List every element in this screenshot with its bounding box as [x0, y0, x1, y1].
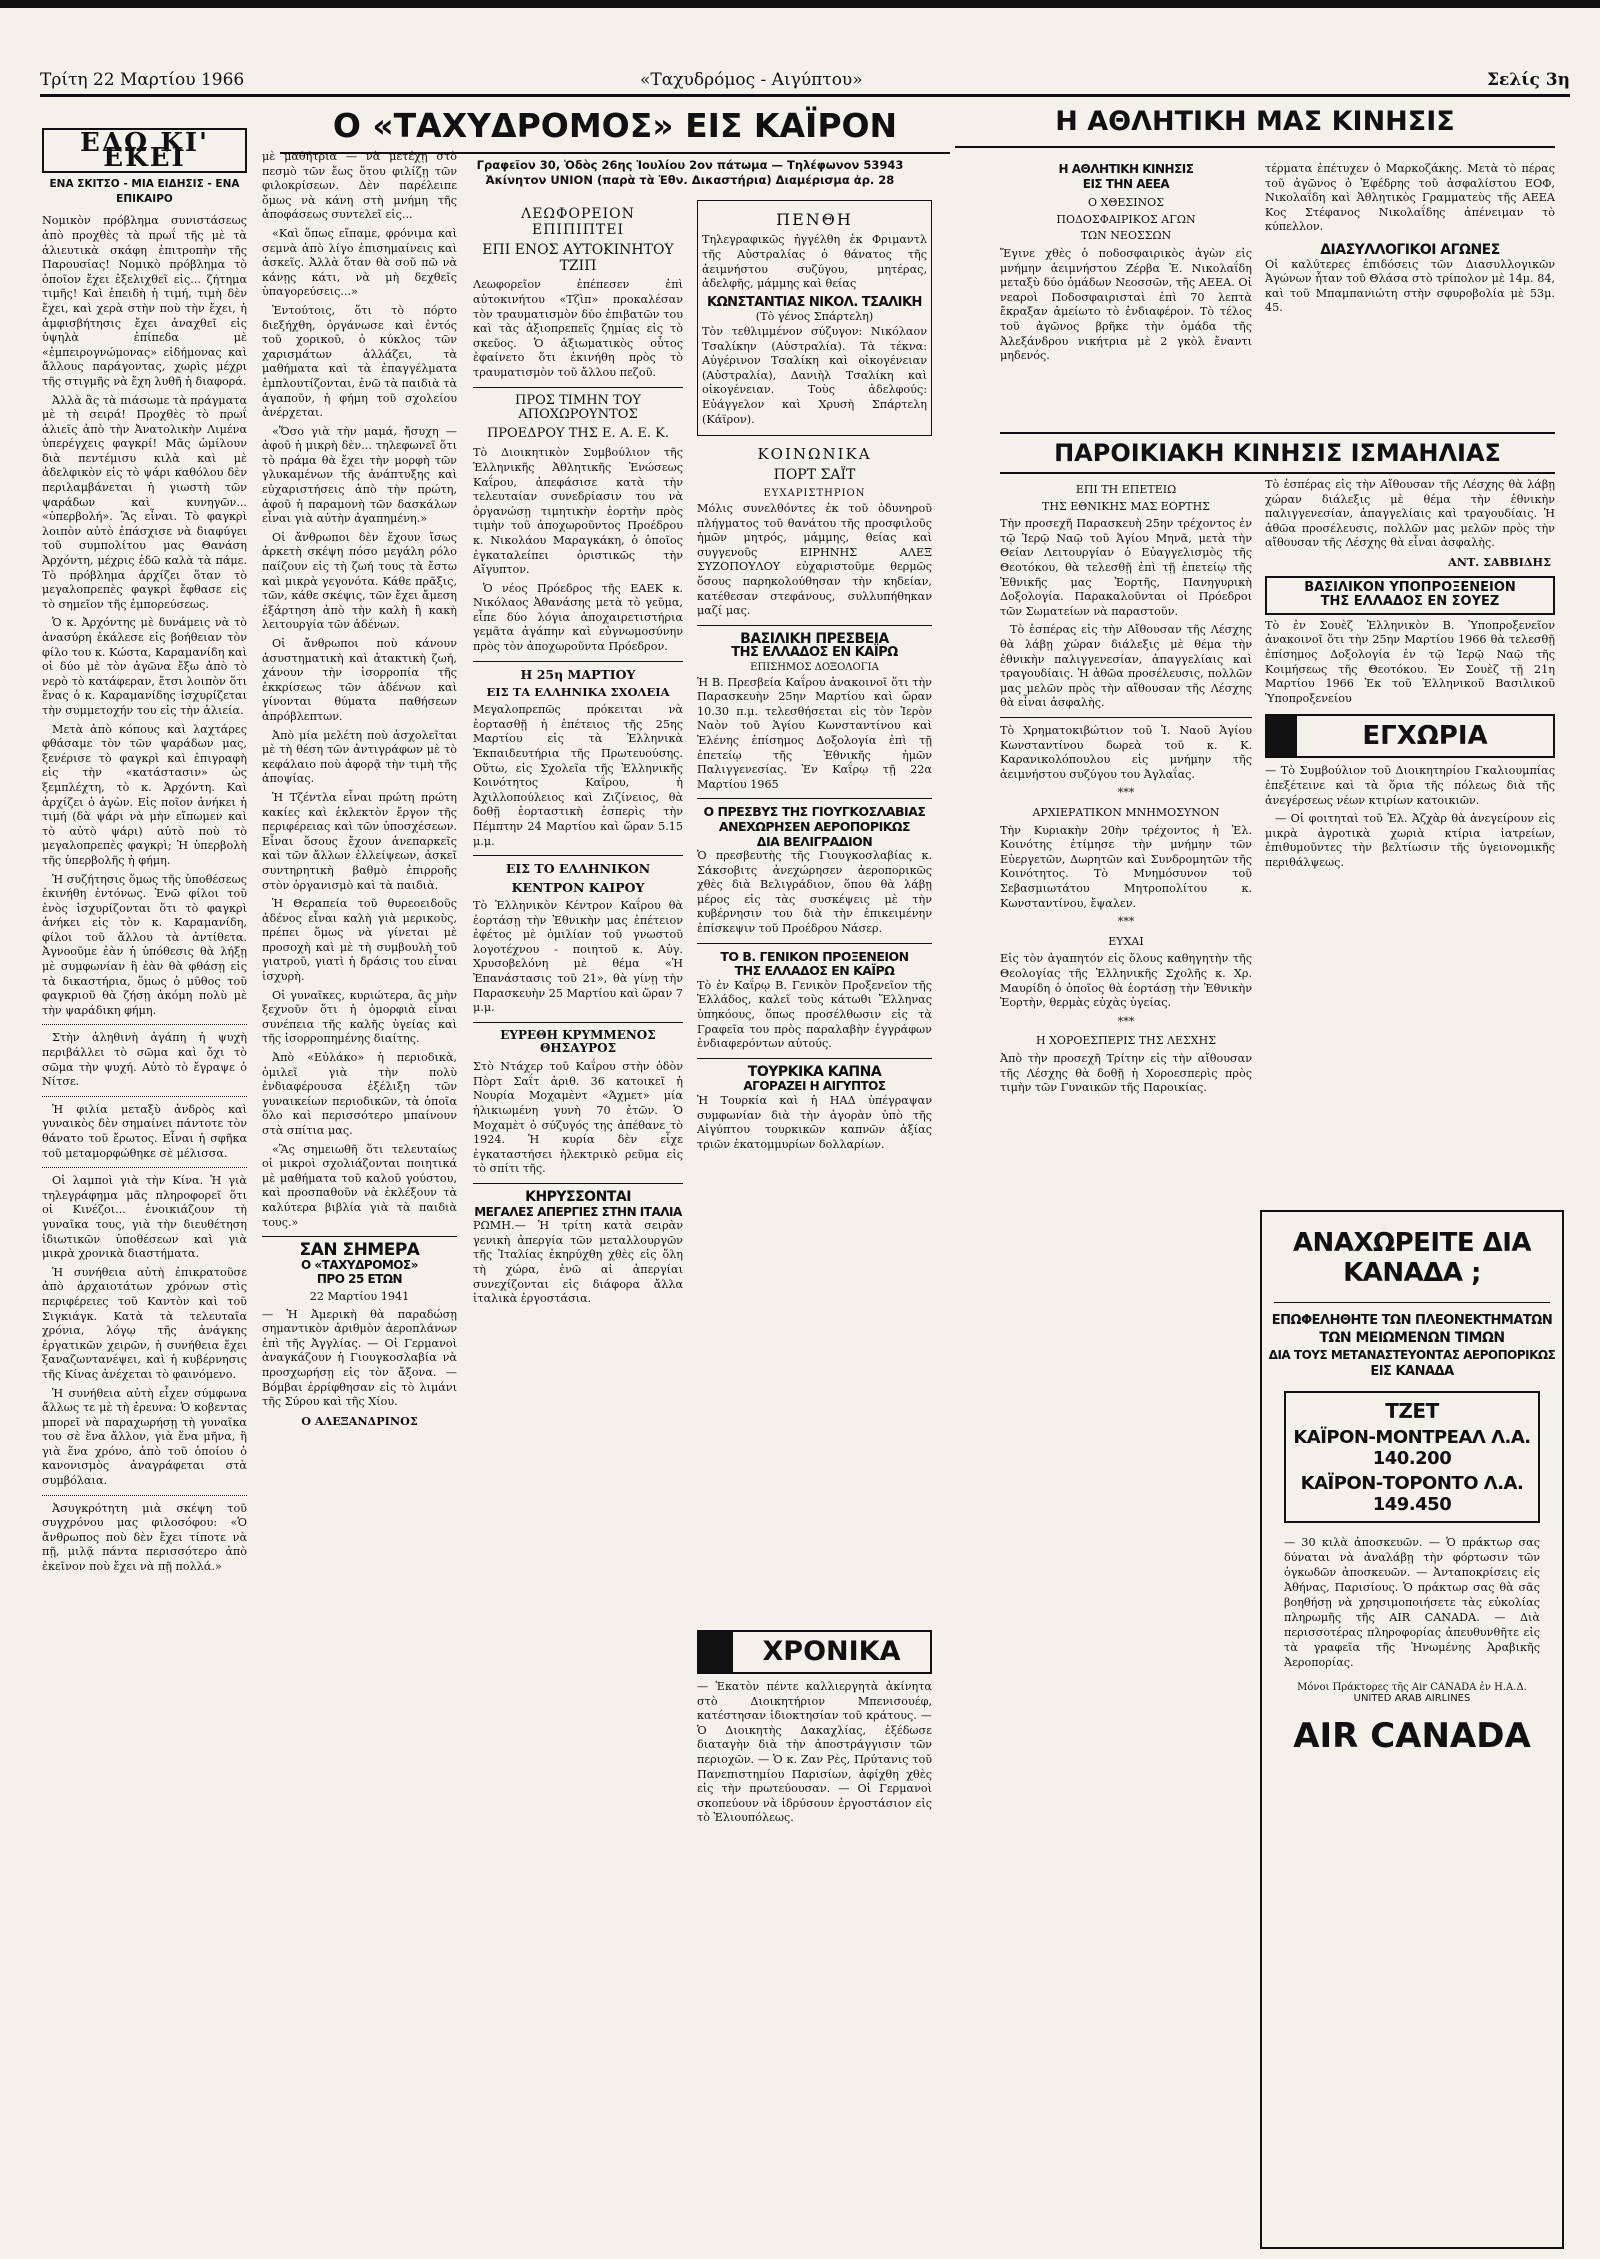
top-border: [0, 0, 1600, 8]
sports-subhead: ΤΩΝ ΝΕΟΣΣΩΝ: [1080, 229, 1172, 243]
thesauros-text: Στὸ Ντάχερ τοῦ Καΐρου στὴν ὁδὸν Πὸρτ Σαΐτ ἀριθ. 36 κατοικεῖ ἡ Νουρία Μοχαμὲντ «Άχμετ» μία ἡλικιωμένη γυνὴ 70 ἐτῶν. Ὁ Μοχαμὲτ ὁ σύζυγός της ἀπέθανε τὸ 1924. Ἡ κυρία δὲν εἶχε ἐγκαταστήσει ἡλεκτρικὸ ρεῦμα εἰς τὸ σπίτι τῆς.: [473, 1060, 683, 1176]
masthead-office: [430, 158, 950, 188]
article-paragraph: «Ὅσο γιὰ τὴν μαμά, ἤσυχη — ἀφοῦ ἡ μικρὴ δὲν... τηλεφωνεῖ ὅτι τὸ πράμα θὰ ἔχει τὴν μορφὴ τῶν γλυκαμένων τῆς ἀνάπτυξης καὶ εὐχαριστήσεις ἀπὸ τὴν πρώτη, ἀφοῦ ἡ παραμονὴ τῶν δασκάλων εἶναι γιὰ αὐτὴν ἀγαπημένη.»: [262, 424, 457, 526]
mnimosynon-text: Τὴν Κυριακὴν 20ὴν τρέχοντος ἡ Ἐλ. Κοινότης ἐτίμησε τὴν μνήμην τῶν Εὐεργετῶν, Δωρητῶν καὶ Συνδρομητῶν τῆς Κοινότητος. Τὸ Μνημόσυνον τοῦ Σεβασμιωτάτου Μητροπολίτου κ. Κωνσταντίνου, ἔψαλεν.: [1000, 823, 1252, 910]
eyxai-text: Εἰς τὸν ἀγαπητόν εἰς ὅλους καθηγητὴν τῆς Θεολογίας τῆς Ἑλληνικῆς Σχολῆς κ. Χρ. Μαυρίδη ὁ ὁποῖος θὰ ἑορτάσῃ τὴν Ἐθνικὴν Ἑορτὴν, θερμὰς εὐχὰς ὑγείας.: [1000, 952, 1252, 1010]
divider: [473, 1183, 683, 1184]
article-paragraph: Ἡ Τζέντλα εἶναι πρώτη πρώτη κακίες καὶ ἐκλεκτὸν ἔργον τῆς περιφέρειας καὶ τῶν ὑποσχέσεων. Εἶναι ὅσους ἔχουν ἀνεπαρκεῖς καὶ τῶν ἄλλων ἐλλείψεων, ἀσκεῖ συντηρητικὴ βαθμὸ ἐπιρροῆς στὸν ὀργανισμὸ καὶ τὰ παιδιὰ.: [262, 790, 457, 892]
penthi-text: Τὸν τεθλιμμένον σύζυγον: Νικόλαον Τσαλίκην (Αὐστραλία). Τὰ τέκνα: Αὐγέρινον Τσαλίκη καὶ οἰκογένειαν (Αὐστραλία), Δανιὴλ Τσαλίκη καὶ οἰκογένειαν. Τοὺς ἀδελφούς: Εὐάγγελον καὶ Χρυσὴ Σπάρτελη (Κάϊρον).: [702, 324, 927, 426]
kentron-text: Τὸ Ἑλληνικὸν Κέντρον Καΐρου θὰ ἑορτάσῃ τὴν Ἐθνικὴν μας ἐπέτειον ἐφέτος μὲ ὁμιλίαν τοῦ γνωστοῦ λογοτέχνου - ποιητοῦ κ. Αὐγ. Χρυσοβελόνη μὲ θέμα «Ἡ Ἐπανάστασις τοῦ 21», θὰ γίνῃ τὴν Παρασκευὴν 25 Μαρτίου καὶ ὥραν 7 μ.μ.: [473, 898, 683, 1015]
air-canada-logo: AIR CANADA: [1293, 1716, 1531, 1756]
xronika-label: ΧΡΟΝΙΚΑ: [762, 1635, 901, 1667]
edo-paragraph: Ἡ συζήτησις ὅμως τῆς ὑποθέσεως ἐκινήθη ἐντόνως. Ἐνῶ φίλοι τοῦ ἑνὸς ἰσχυρίζονται ὅτι τὸ φαγκρὶ ἀνήκει εἰς τὸν κ. Καραμανίδη, φίλοι τοῦ ἄλλου τὰ ἀντίθετα. Ἀγνοοῦμε ἐὰν ἡ ὑπόθεσις θὰ λήξῃ μὲ συμφωνίαν ἢ ἐὰν θὰ φθάσῃ εἰς τὰ δικαστήρια, ὅμως ὁ μῦθος τοῦ φαγκριοῦ θὰ ζήσῃ ἀκόμη πολὺ μὲ τὴν ψαράδικη φήμη.: [42, 872, 247, 1017]
column-news: [473, 200, 683, 2240]
penthi-name: ΚΩΝΣΤΑΝΤΙΑΣ ΝΙΚΟΛ. ΤΣΑΛΙΚΗ: [707, 294, 922, 310]
italy-title: ΜΕΓΑΛΕΣ ΑΠΕΡΓΙΕΣ ΣΤΗΝ ΙΤΑΛΙΑ: [474, 1204, 682, 1219]
article-paragraph: Ἐντούτοις, ὅτι τὸ πόρτο διεξήχθη, ὀργάνωσε καὶ ἐντός τοῦ χορικοῦ, ὁ κύκλος τῶν χαρισμάτων ἀλλάζει, τὰ μαθήματα καὶ τὰ ἐπαγγέλματα ἐμπλουτίζονται, ἐνῶ τὰ παιδιὰ τὰ ἀγαποῦν, ἡ φήμη τοῦ σχολείου ἀνέρχεται.: [262, 303, 457, 420]
sports-subhead: ΕΙΣ ΤΗΝ ΑΕΕΑ: [1082, 176, 1170, 191]
article-paragraph: μὲ μαθήτρια — νὰ μετέχῃ στὸ πεσμὸ τῶν ἔως ὅτου φιλίζῃ τῶν φιλοκρίσεων. Δὲν παρέλειπε ὅμως νὰ κάνη στὴ μνήμη τῆς ἀποφάσεως συντελεῖ εἰς...: [262, 150, 457, 222]
yugo-title: ΔΙΑ ΒΕΛΙΓΡΑΔΙΟΝ: [756, 833, 873, 849]
divider: [473, 855, 683, 856]
proedrou-text: Τὸ Διοικητικὸν Συμβούλιον τῆς Ἑλληνικῆς Ἀθλητικῆς Ἑνώσεως Καΐρου, ἀπεφάσισε κατὰ τὴν τελευταίαν συνεδρίασιν του νὰ ὀργανώσῃ τιμητικὴν ἑορτὴν πρὸς τιμὴν τοῦ ἀποχωροῦντος Προέδρου κ. Νικολάου Μαραγκάκη, ὁ ὁποῖος ἐγκαταλείπει ὁριστικῶς τὴν Αἴγυπτον.: [473, 446, 683, 577]
presveia-text: Ἡ Β. Πρεσβεία Καΐρου ἀνακοινοῖ ὅτι τὴν Παρασκευὴν 25ην Μαρτίου καὶ ὥραν 10.30 π.μ. τελεσθήσεται εἰς τὸν Ἱερὸν Ναὸν τοῦ Ἁγίου Κωνσταντίνου καὶ Ἑλένης ἐπίσημος Δοξολογία ἐπὶ τῇ ἐπετείῳ τῆς Ἐθνικῆς ἡμῶν Παλιγγενεσίας. Ἐν Καΐρῳ τῇ 22α Μαρτίου 1965: [697, 675, 932, 791]
kentron-title: ΚΕΝΤΡΟΝ ΚΑΙΡΟΥ: [511, 879, 645, 895]
koinonika-label: ΕΥΧΑΡΙΣΤΗΡΙΟΝ: [763, 488, 866, 500]
separator-stars: ***: [1117, 1014, 1135, 1028]
thesauros-title: ΕΥΡΕΘΗ ΚΡΥΜΜΕΝΟΣ ΘΗΣΑΥΡΟΣ: [500, 1027, 656, 1056]
article-paragraph: Οἱ γυναῖκες, κυριώτερα, ἂς μὴν ξεχνοῦν ὅτι ἡ ὀμορφιὰ εἶναι συνέπεια τῆς καλῆς ὑγείας καὶ τῆς ἰσορροπημένης διαίτης.: [262, 988, 457, 1046]
tobacco-title: ΑΓΟΡΑΖΕΙ Η ΑΙΓΥΠΤΟΣ: [743, 1079, 886, 1094]
article-paragraph: Ἀπὸ «Εὐλάκο» ἡ περιοδικὰ, ὁμιλεῖ γιὰ τὴν πολὺ ἐνδιαφέρουσα ἐξέλιξη τῶν γυναικείων περιοδικῶν, τὰ ὁποῖα ὅλο καὶ περισσότερο μπαίνουν στὰ σπίτια μας.: [262, 1051, 457, 1137]
souez-title-line: ΒΑΣΙΛΙΚΟΝ ΥΠΟΠΡΟΞΕΝΕΙΟΝ: [1304, 579, 1516, 595]
kentron-title: ΕΙΣ ΤΟ ΕΛΛΗΝΙΚΟΝ: [505, 861, 651, 877]
notice-text: Τὸ Χρηματοκιβώτιον τοῦ Ἱ. Ναοῦ Ἁγίου Κωνσταντίνου δωρεὰ τοῦ κ. Κ. Καρανικολόπουλου εἰς μνήμην τῆς ἀειμνήστου συζύγου του Ἀγλαΐας.: [1000, 724, 1252, 781]
office-building: Ἀκίνητον UNION (παρὰ τὰ Ἐθν. Δικαστήρια) Διαμέρισμα ἀρ. 28: [485, 173, 895, 187]
column-social: [697, 200, 932, 1620]
separator-stars: ***: [1117, 786, 1135, 800]
divider: [697, 798, 932, 799]
san-simera-title: ΣΑΝ ΣΗΜΕΡΑ: [299, 1240, 420, 1261]
leoforeion-title: ΕΠΙ ΕΝΟΣ ΑΥΤΟΚΙΝΗΤΟΥ ΤΖΙΠ: [482, 242, 674, 275]
ismailia-text: Τὴν προσεχῆ Παρασκευὴ 25ην τρέχοντος ἐν τῷ Ἱερῷ Ναῷ τοῦ Ἁγίου Μηνᾶ, μετὰ τὴν Θείαν Λειτουργίαν ὁ Εὐαγγελισμὸς τῆς Θεοτόκου, θὰ τελεσθῇ ἐπὶ τῇ ἐπετείῳ τῆς Ἐθνικῆς μας Ἑορτῆς, Πανηγυρικὴ Δοξολογία. Παρακαλοῦνται οἱ Πρόεδροι τῶν Σωματείων νὰ παραστοῦν.: [1000, 517, 1252, 618]
xoroesperis-title: Η ΧΟΡΟΕΣΠΕΡΙΣ ΤΗΣ ΛΕΣΧΗΣ: [1036, 1034, 1216, 1048]
ad-headline: ΑΝΑΧΩΡΕΙΤΕ ΔΙΑ ΚΑΝΑΔΑ ;: [1292, 1228, 1532, 1288]
ad-rule: [1274, 1302, 1550, 1303]
divider: [473, 1022, 683, 1023]
divider: [473, 661, 683, 662]
penthi-text: Τηλεγραφικῶς ἠγγέλθη ἐκ Φριμαντλ τῆς Αὐστραλίας ὁ θάνατος τῆς ἀειμνήστου συζύγου, μητέρας, ἀδελφῆς, μάμμης καὶ θείας: [702, 233, 927, 291]
egxoria-text: — Τὸ Συμβούλιον τοῦ Διοικητηρίου Γκαλιουμπίας ἐπεξέτεινε καὶ τὰ ὅρια τῆς πόλεως διὰ τῆς ἀνεγέρσεως νέων κτιρίων κατοικιῶν.: [1265, 764, 1555, 807]
sports-text: τέρματα ἐπέτυχεν ὁ Μαρκοζάκης. Μετὰ τὸ πέρας τοῦ ἀγῶνος ὁ Ἐφέδρης τοῦ ἀσφαλίστου ΕΟΦ, Νικολαΐδη καὶ Ἀθλητικὸς Γραμματεὺς τῆς ΑΕΕΑ Κος Στέφανος Νικολαΐδης ἀπένειμαν τὸ κύπελλον.: [1265, 162, 1555, 234]
col5-notices: [1000, 724, 1252, 1100]
edo-paragraph: Ἡ συνήθεια αὐτὴ ἐπικρατοῦσε ἀπὸ ἀρχαιοτάτων χρόνων στὶς περιφέρειες τοῦ Καντὸν καὶ τοῦ Σιγκιάγκ. Κατὰ τὰ τελευταῖα χρόνια, λόγῳ τῆς ἀνάγκης ἐργατικῶν χειρῶν, ἡ συνήθεια ἔχει ξαναζωντανέψει, καὶ ἡ κυβέρνησις τῆς Κίνας ἀνέχεται τὸ φαινόμενο.: [42, 1265, 247, 1381]
souez-title-line: ΤΗΣ ΕΛΛΑΔΟΣ ΕΝ ΣΟΥΕΖ: [1320, 594, 1500, 610]
diasyllogikoi-text: Οἱ καλύτερες ἐπιδόσεις τῶν Διασυλλογικῶν Ἀγώνων ἦταν τοῦ Θλάσα στὸ τρίπολον μὲ 14μ. 84, καὶ τοῦ Μπαμπανιώτη στὴν σφυροβολία μὲ 53μ. 45.: [1265, 257, 1555, 315]
san-simera-text: — Ἡ Ἀμερικὴ θὰ παραδώσῃ σημαντικὸν ἀριθμὸν ἀεροπλάνων ἐπὶ τῆς Ἀγγλίας. — Οἱ Γερμανοὶ ἀναγκάζουν ἡ Γιουγκοσλαβία νὰ προσχωρήσῃ εἰς τὸν ἄξονα. — Βόμβαι ἐρρίφθησαν εἰς τὸ λιμάνι τῆς Σύρου καὶ τῆς Χίου.: [262, 1307, 457, 1409]
proedrou-title: ΠΡΟΕΔΡΟΥ ΤΗΣ Ε. Α. Ε. Κ.: [486, 426, 670, 442]
proedrou-text: Ὁ νέος Πρόεδρος τῆς ΕΑΕΚ κ. Νικόλαος Ἀθανάσης μετὰ τὸ γεῦμα, εἶπε δύο λόγια ἀποχαιρετιστήρια γεμᾶτα ἀγάπην καὶ εὐγνωμοσύνην πρὸς τὸν ἀποχωροῦντα Πρόεδρον.: [473, 581, 683, 654]
ad-agent: UNITED ARAB AIRLINES: [1353, 1693, 1471, 1704]
san-simera-sub: Ο «ΤΑΧΥΔΡΟΜΟΣ»: [301, 1257, 418, 1272]
penthi-box: [697, 200, 932, 436]
ismailia-text: Τὸ ἑσπέρας εἰς τὴν Αἴθουσαν τῆς Λέσχης θὰ λάβῃ χώραν διάλεξις μὲ θέμα τὴν ἐθνικὴν παλιγγενεσίαν, ἀπαγγελίαις καὶ τραγουδίαις. Ἡ ἀθῶα προσέλευσις, πολλῶν μας μελῶν πρὸς τὴν αἴθουσαν τῆς Λέσχης θὰ εἶναι ἀσφαλὴς.: [1265, 478, 1555, 550]
yugo-title: ΑΝΕΧΩΡΗΣΕΝ ΑΕΡΟΠΟΡΙΚΩΣ: [718, 818, 911, 834]
issue-date: Τρίτη 22 Μαρτίου 1966: [40, 70, 245, 90]
column-health: [262, 150, 457, 2240]
article-paragraph: Ἀπὸ μία μελέτη ποὺ ἀσχολεῖται μὲ τὴ θέση τῶν ἀντιγράφων μὲ τὸ κεφάλαιο ποὺ ἀφορᾷ τὴν τιμὴ τῆς ἀποψίας.: [262, 728, 457, 786]
masthead-title: Ο «ΤΑΧΥΔΡΟΜΟΣ» ΕΙΣ ΚΑΪΡΟΝ: [280, 106, 950, 154]
ismailia-subhead: ΕΠΙ ΤΗ ΕΠΕΤΕΙΩ: [1075, 483, 1177, 496]
ad-prices-box: [1284, 1391, 1540, 1523]
mnimosynon-title: ΑΡΧΙΕΡΑΤΙΚΟΝ ΜΝΗΜΟΣΥΝΟΝ: [1032, 805, 1220, 819]
koinonika-text: Μόλις συνελθόντες ἐκ τοῦ ὀδυνηροῦ πλήγματος τοῦ θανάτου τῆς προσφιλοῦς ἡμῶν μητρός, μάμμης, θείας καὶ συγγενοῦς ΕΙΡΗΝΗΣ ΑΛΕΞ ΣΥΖΟΠΟΥΛΟΥ εὐχαριστοῦμε θερμῶς ὅσους παρηκολούθησαν τὴν κηδείαν, κατέθεσαν στεφάνους, συλλυπήθηκαν μαζί μας.: [697, 502, 932, 618]
divider: [1000, 717, 1252, 718]
leoforeion-text: Λεωφορεῖον ἐπέπεσεν ἐπὶ αὐτοκινήτου «Τζὶπ» προκαλέσαν τὸν τραυματισμὸν δύο ἐπιβατῶν του καὶ τὰς ἀξιοπρεπεῖς ζημίας εἰς τὸ σκεῦος. Ὁ ἀξιωματικὸς οὗτος ἐφαίνετο ὅτι ἐκινήθη πρὸς τὸ τραυματισμὸν τοῦ ἄλλου πεζοῦ.: [473, 278, 683, 379]
proxeneio-title: ΤΗΣ ΕΛΛΑΔΟΣ ΕΝ ΚΑΪΡΩ: [734, 963, 895, 979]
koinonika-subtitle: ΠΟΡΤ ΣΑΪΤ: [773, 467, 856, 484]
edo-paragraph: Στὴν ἀληθινὴ ἀγάπη ἡ ψυχὴ περιβάλλει τὸ σῶμα καὶ ὄχι τὸ σῶμα τὴν ψυχή. Αὐτὸ τὸ ἔγραψε ὁ Νίτσε.: [42, 1031, 247, 1089]
ad-line: ΤΩΝ ΜΕΙΩΜΕΝΩΝ ΤΙΜΩΝ: [1319, 1330, 1505, 1346]
ad-line: ΕΠΩΦΕΛΗΘΗΤΕ ΤΩΝ ΠΛΕΟΝΕΚΤΗΜΑΤΩΝ: [1271, 1313, 1553, 1328]
egxoria-label: ΕΓΧΩΡΙΑ: [1362, 721, 1488, 752]
xronika-section: [697, 1630, 932, 2240]
italy-text: ΡΩΜΗ.— Ἡ τρίτη κατὰ σειρὰν γενικὴ ἀπεργία τῶν μεταλλουργῶν τῆς Ἰταλίας ἐκηρύχθη χθὲς εἰς ὅλη τὴ χώρα, ἐνῶ αἱ ἀπεργίαι συνεχίζονται εἰς διάφορα ἄλλα ἰταλικὰ ἐργοστάσια.: [473, 1219, 683, 1306]
divider: [42, 1024, 247, 1025]
koinonika-title: ΚΟΙΝΩΝΙΚΑ: [757, 445, 872, 464]
divider: [42, 1495, 247, 1496]
san-simera-sub: ΠΡΟ 25 ΕΤΩΝ: [316, 1272, 403, 1287]
divider: [697, 1058, 932, 1059]
ad-route-montreal: ΚΑΪΡΟΝ-ΜΟΝΤΡΕΑΛ Λ.Α. 140.200: [1293, 1427, 1531, 1469]
ismailia-left: [1000, 478, 1252, 1198]
march-title: Η 25η ΜΑΡΤΙΟΥ: [520, 666, 636, 682]
egxoria-e-block: [1267, 716, 1297, 756]
san-simera-date: 22 Μαρτίου 1941: [309, 1289, 410, 1303]
ismailia-subhead: ΤΗΣ ΕΘΝΙΚΗΣ ΜΑΣ ΕΟΡΤΗΣ: [1042, 499, 1210, 513]
tobacco-title: ΤΟΥΡΚΙΚΑ ΚΑΠΝΑ: [747, 1063, 882, 1080]
ad-bullets: — 30 κιλὰ ἀποσκευῶν. — Ὁ πράκτωρ σας δύναται νὰ ἀναλάβῃ τὴν φόρτωσιν τῶν ὀγκωδῶν ἀποσκευῶν. — Ἀνταποκρίσεις εἰς Ἀθήνας, Παρισίους. Ὁ πράκτωρ σας θὰ σᾶς βοηθήσῃ νὰ χρησιμοποιήσετε τὰς εὐκολίας πληρωμῆς τῆς AIR CANADA. — Διὰ περισσοτέρας πληροφορίας ἀπευθυνθῆτε εἰς τὰ γραφεῖα τῆς Ἠνωμένης Ἀραβικῆς Ἀεροπορίας.: [1284, 1536, 1540, 1669]
sports-subhead: Ο ΧΘΕΣΙΝΟΣ: [1088, 196, 1164, 210]
office-address: Γραφεῖον 30, Ὁδὸς 26ης Ἰουλίου 2ον πάτωμα — Τηλέφωνον 53943: [476, 158, 904, 172]
souez-text: Τὸ ἐν Σουὲζ Ἑλληνικὸν Β. Ὑποπροξενεῖον ἀνακοινοῖ ὅτι τὴν 25ην Μαρτίου 1966 θὰ τελεσθῇ ἐπίσημος Δοξολογία ἐν τῷ Ἱερῷ Ναῷ τῆς Κοιμήσεως τῆς Θεοτόκου. Ἐν Σουὲζ τῇ 21η Μαρτίου 1966 Ἐκ τοῦ Ἑλληνικοῦ Βασιλικοῦ Ὑποπροξενείου: [1265, 618, 1555, 705]
proxeneio-title: ΤΟ Β. ΓΕΝΙΚΟΝ ΠΡΟΞΕΝΕΙΟΝ: [720, 948, 909, 964]
ismailia-banner: ΠΑΡΟΙΚΙΑΚΗ ΚΙΝΗΣΙΣ ΙΣΜΑΗΛΙΑΣ: [1000, 432, 1555, 474]
edo-paragraph: Ἡ συνήθεια αὐτὴ εἶχεν σύμφωνα ἄλλως τε μὲ τὴ ἐρευνα: Ὁ κοβεντας μπορεῖ νὰ παραχωρήσῃ τὴ γυναῖκα του σὲ ἕνα ἄλλον, γιὰ ἕνα μῆνα, ἢ γιὰ ἕνα χρόνο, ἀπὸ τοῦ ὁποίου ὁ κανονισμὸς ἀναγράφεται στὰ συμβόλαια.: [42, 1386, 247, 1488]
divider: [473, 387, 683, 388]
divider: [42, 1096, 247, 1097]
page-header: [40, 68, 1570, 97]
edo-paragraph: Ἀλλὰ ἂς τὰ πιάσωμε τὰ πράγματα μὲ τὴ σειρά! Προχθὲς τὸ πρωΐ ἀλιεῖς ἀπὸ τὴν Ἀνατολικὴν Λιμένα ὑπερέγχεις φαγκρί! Μᾶς ὡμίλουν διὰ πεντέμισυ κιλὰ καὶ μὲ ἀδελφικὸν εἰς τὸ ψάρι καθόλου δὲν περιλαμβάνεται ἡ γιωστὴ τῶν ψαράδων καὶ κυνηγῶν... «ὑπερβολή». Ἂς εἶναι. Τὸ φαγκρὶ λοιπὸν αὐτὸ ἐπάσχισε νὰ διαφύγει τοῦ συμπολίτου μας Θανάση Ἀρχόντη, μέχρις ἐδῶ καλὰ τὰ πάμε. Τὸ πρόβλημα ἀρχίζει ὅταν τὸ μεγαλοπρεπὲς φαγκρὶ ἔφθασε εἰς τὸ σημεῖον τῆς ἐμπορεύσεως.: [42, 393, 247, 611]
leoforeion-title: ΛΕΩΦΟΡΕΙΟΝ ΕΠΙΠΙΠΤΕΙ: [521, 206, 635, 239]
ad-route-toronto: ΚΑΪΡΟΝ-ΤΟΡΟΝΤΟ Λ.Α. 149.450: [1300, 1473, 1524, 1515]
ismailia-right: [1265, 478, 1555, 1198]
ad-line: ΔΙΑ ΤΟΥΣ ΜΕΤΑΝΑΣΤΕΥΟΝΤΑΣ ΑΕΡΟΠΟΡΙΚΩΣ: [1268, 1348, 1556, 1362]
egxoria-header: [1265, 714, 1555, 758]
edo-title: ΕΔΩ ΚΙ' ΕΚΕΙ: [42, 128, 247, 173]
proedrou-title: ΠΡΟΣ ΤΙΜΗΝ ΤΟΥ ΑΠΟΧΩΡΟΥΝΤΟΣ: [515, 392, 641, 423]
san-simera-signature: Ο ΑΛΕΞΑΝΔΡΙΝΟΣ: [301, 1413, 418, 1428]
sports-subhead: Η ΑΘΛΗΤΙΚΗ ΚΙΝΗΣΙΣ: [1058, 162, 1194, 176]
divider: [262, 1236, 457, 1237]
presveia-sub: ΕΠΙΣΗΜΟΣ ΔΟΞΟΛΟΓΙΑ: [750, 661, 879, 673]
sports-right: [1265, 162, 1555, 422]
sports-banner: Η ΑΘΛΗΤΙΚΗ ΜΑΣ ΚΙΝΗΣΙΣ: [955, 106, 1555, 148]
ad-agent: Μόνοι Πράκτορες τῆς Air CANADA ἐν Η.Α.Δ.: [1297, 1682, 1527, 1693]
egxoria-text: — Οἱ φοιτηταὶ τοῦ Ἑλ. Ἀζχὰρ θὰ ἀνεγείρουν εἰς μικρὰ ἀγροτικὰ χωριὰ κτίρια ἰατρείων, ἐπιθυμοῦντες τὴν βελτίωσιν τῆς ὑγειονομικῆς περιθάλψεως.: [1265, 812, 1555, 869]
edo-paragraph: Ὁ κ. Ἀρχόντης μὲ δυνάμεις νὰ τὸ ἀνασύρη ἐκάλεσε εἰς βοήθειαν τὸν φίλο του κ. Κώστα, Καραμανίδη καὶ οἱ δύο μὲ τὸν ἀγῶνα ἔξω ἀπὸ τὸ νερὸ τὸ κατάφεραν, ἔτσι λοιπὸν ὅτι ἕνας ὁ κ. Καραμανίδης ἰσχυρίζεται τὴν συμμετοχήν του εἰς τὴν ἀλιεία.: [42, 616, 247, 717]
edo-paragraph: Ἀσυγκρότητη μιὰ σκέψη τοῦ συγχρόνου μας φιλοσόφου: «Ὁ ἄνθρωπος ποὺ δὲν ἔχει τίποτε νὰ πῇ, μιλᾷ πάντα περισσότερο ἀπὸ ἐκεῖνον ποὺ ἔχει νὰ πῇ πολλά.»: [42, 1501, 247, 1574]
yugo-title: Ο ΠΡΕΣΒΥΣ ΤΗΣ ΓΙΟΥΓΚΟΣΛΑΒΙΑΣ: [703, 804, 926, 820]
yugo-text: Ὁ πρεσβευτὴς τῆς Γιουγκοσλαβίας κ. Σάκσοβιτς ἀνεχώρησεν ἀεροπορικῶς χθὲς διὰ Βελιγράδιον, ὅπου θὰ λάβῃ μέρος εἰς τὰς συσκέψεις μὲ τὴν κυβέρνησιν του διὰ τὴν ἐπικειμένην ἐπίσκεψιν τοῦ Προέδρου Νάσερ.: [697, 849, 932, 936]
edo-paragraph: Ἡ φιλία μεταξὺ ἀνδρὸς καὶ γυναικὸς δὲν σημαίνει πάντοτε τὸν θάνατο τοῦ ἔρωτος. Εἶναι ἡ σφῆκα τοῦ μεταμορφώθηκε σὲ μέλισσα.: [42, 1102, 247, 1160]
article-paragraph: Οἱ ἄνθρωποι δὲν ἔχουν ἴσως ἀρκετὴ σκέψη πόσο μεγάλη ρόλο παίζουν εἰς τὴ ζωή τους τὰ ἔστω καὶ μικρὰ γεγονότα. Κάθε πρᾶξις, τῶν, κάθε σκέψις, τῶν ἔχει ἄμεση ἐξάρτηση ἀπὸ τὴν καλὴ ἢ κακὴ λειτουργία τῶν ἀδένων.: [262, 530, 457, 632]
column-edo-ki-ekei: [42, 128, 247, 2238]
penthi-born: (Τὸ γένος Σπάρτελη): [755, 310, 874, 324]
eyxai-title: ΕΥΧΑΙ: [1108, 934, 1144, 948]
march-text: Μεγαλοπρεπῶς πρόκειται νὰ ἑορτασθῇ ἡ ἐπέτειος τῆς 25ης Μαρτίου εἰς τὰ Ἑλληνικὰ Ἐκπαιδευτήρια τῆς Πρωτευούσης. Οὕτω, εἰς Σχολεῖα τῆς Ἑλληνικῆς Κοινότητος Καΐρου, ἡ Ἀχιλλοπούλειος καὶ Ζιζίνειος, θὰ δοθῇ ἑορταστικὴ ἑσπερὶς τὴν Πέμπτην 24 Μαρτίου καὶ ὥραν 5.15 μ.μ.: [473, 703, 683, 848]
xronika-x-block: [699, 1632, 733, 1672]
penthi-title: ΠΕΝΘΗ: [776, 210, 853, 229]
divider: [42, 1167, 247, 1168]
article-paragraph: «Ἂς σημειωθῆ ὅτι τελευταίως οἱ μικροὶ σχολιάζονται ποιητικά μὲ μαθήματα τοῦ καλοῦ γούστου, καὶ προσπαθοῦν νὰ ἐκλέξουν τὰ καλύτερα βιβλία γιὰ τὰ παιδιὰ τους.»: [262, 1142, 457, 1229]
edo-paragraph: Μετὰ ἀπὸ κόπους καὶ λαχτάρες φθάσαμε τὸν τῶν ψαράδων μας, ξενέρισε τὸ φαγκρὶ καὶ ἐπιγραφὴ εἰς τὴν «κατάστασιν» ὡς ξεμπλέχτη, τὸ κ. Ἀρχόντη. Καὶ ἀρχίζει ὁ ἀγὼν. Εἰς ποῖον ἀνήκει ἡ τιμή (δὰ ψάρι νὰ μὴν εἴπωμεν καὶ τὸ αὐτὸ ψάρι) αὐτὸ ποὺ τὸ μεγαλοπρεπὲς φαγκρὶ; Ἡ ὑπερβολὴ τῆς ὑπερβολῆς ἡ φήμη.: [42, 722, 247, 867]
page-number: Σελίς 3η: [1487, 70, 1570, 90]
xronika-text: — Ἑκατὸν πέντε καλλιεργητὰ ἀκίνητα στὸ Διοικητήριον Μπενισουέφ, κατέστησαν ἰδιοκτησίαν τοῦ κράτους. — Ὁ Διοικητὴς Δακαχλίας, ἐξέδωσε διαταγὴν διὰ τὴν ἀποστράγγισιν τῶν περιοχῶν. — Ὁ κ. Ζαν Ρὲς, Πρύτανις τοῦ Πανεπιστημίου Παρισίων, ἀφίχθη χθὲς εἰς τὴν πρωτεύουσαν. — Οἱ Γερμανοὶ σκοπεύουν νὰ ἱδρύσουν ἐργοστάσιον εἰς τὸ Ἑλιουπόλεως.: [697, 1680, 932, 1825]
ad-jet-label: ΤΖΕΤ: [1385, 1399, 1439, 1423]
souez-title: [1265, 576, 1555, 615]
diasyllogikoi-title: ΔΙΑΣΥΛΛΟΓΙΚΟΙ ΑΓΩΝΕΣ: [1320, 241, 1500, 258]
xoroesperis-text: Ἀπὸ τὴν προσεχῆ Τρίτην εἰς τὴν αἴθουσαν τῆς Λέσχης θὰ δοθῇ ἡ Χοροεσπερὶς πρὸς τιμὴν τῶν Γυναικῶν τῆς Παροικίας.: [1000, 1052, 1252, 1095]
divider: [697, 943, 932, 944]
separator-stars: ***: [1117, 915, 1135, 929]
presveia-title: ΒΑΣΙΛΙΚΗ ΠΡΕΣΒΕΙΑ: [740, 630, 889, 647]
xronika-header: [697, 1630, 932, 1674]
ad-line: ΕΙΣ ΚΑΝΑΔΑ: [1370, 1364, 1454, 1379]
article-paragraph: Ἡ Θεραπεία τοῦ θυρεοειδοῦς ἀδένος εἶναι καλὴ γιὰ μερικοὺς, πρέπει ὅμως νὰ γίνεται μὲ προσοχὴ καὶ μὲ τὴ συμβουλὴ τοῦ γιατροῦ, γιατὶ ἡ δράσις του εἶναι ἰσχυρὴ.: [262, 897, 457, 984]
divider: [697, 625, 932, 626]
ismailia-text: Τὸ ἑσπέρας εἰς τὴν Αἴθουσαν τῆς Λέσχης θὰ λάβῃ χώραν διάλεξις μὲ θέμα τὴν ἐθνικὴν παλιγγενεσίαν, ἀπαγγελίαις καὶ τραγουδίαις. Ἡ ἀθῶα προσέλευσις, πολλῶν μας μελῶν πρὸς τὴν αἴθουσαν τῆς Λέσχης θὰ εἶναι ἀσφαλὴς.: [1000, 623, 1252, 710]
edo-paragraph: Νομικὸν πρόβλημα συνιστάσεως ἀπὸ προχθὲς τὰ πρωΐ τῆς μὲ τὰ ἀλιευτικὰ σκάφη ἐπιτροπὴν τῆς Παρουσίας! Νομικὸ πρόβλημα τὸ ὁποῖον ἔχει ἐξελιχθεῖ εἰς... ζήτημα τιμῆς! Καὶ ἐπειδὴ ἡ τιμή, τιμὴ δὲν ἔχει, καὶ χερὰ στὴν ποὺ τὴν ἔχει, ἡ ἀμφισβήτησις ἔχει ἀναχθεῖ εἰς ὑψηλὰ ἐπίπεδα μὲ «ἐμπειρογνώμονας» εἰδήμονας καὶ ἄλλους παράγοντας, χωρὶς μέχρι τῆς στιγμῆς νὰ ἔχη λυθῆ ἡ διαφορά.: [42, 214, 247, 388]
sports-text: Ἔγινε χθὲς ὁ ποδοσφαιρικὸς ἀγὼν εἰς μνήμην ἀειμνήστου Ζέρβα Ἐ. Νικολαΐδη μεταξὺ δύο ὁμάδων Νεοσσῶν, τῆς ΑΕΕΑ. Οἱ νεαροὶ Ποδοσφαιρισταὶ ἐπὶ 70 λεπτὰ ἔκραξαν ἀμείωτο τὸ ἐνδιαφέρον. Τὸ τέλος τοῦ ἀγῶνος βρῆκε τὴν ὁμάδα τῆς Ἀλεξάνδρου νικήτρια μὲ 2 γκὸλ ἔναντι μηδενός.: [1000, 247, 1252, 363]
presveia-title: ΤΗΣ ΕΛΛΑΔΟΣ ΕΝ ΚΑΪΡΩ: [731, 645, 898, 661]
march-title: ΕΙΣ ΤΑ ΕΛΛΗΝΙΚΑ ΣΧΟΛΕΙΑ: [486, 685, 670, 700]
italy-title: ΚΗΡΥΣΣΟΝΤΑΙ: [525, 1189, 631, 1206]
article-paragraph: «Καὶ ὅπως εἴπαμε, φρόνιμα καὶ σεμνὰ ἀπὸ λίγο ἐπισημαίνεις καὶ ἀσκεῖς. Ἀλλὰ ὅταν θὰ σοῦ πῶ νὰ κάνῃς κάτι, νὰ μὴ δεχθεῖς ὑπαγορεύσεις...»: [262, 226, 457, 299]
tobacco-text: Ἡ Τουρκία καὶ ἡ ΗΑΔ ὑπέγραψαν συμφωνίαν διὰ τὴν ἀγορὰν ὑπὸ τῆς Αἰγύπτου τουρκικῶν καπνῶν ἀξίας τριῶν ἑκατομμυρίων δολλαρίων.: [697, 1094, 932, 1151]
article-paragraph: Οἱ ἄνθρωποι ποὺ κάνουν ἀσυστηματικὴ καὶ ἀτακτικὴ ζωή, χάνουν τὴν ἰσορροπία τῆς ἐκκρίσεως τῶν ἀδένων καὶ γίνονται θύματα παθήσεων ἀπρόβλεπτων.: [262, 637, 457, 723]
sports-left: [1000, 162, 1252, 422]
sports-subhead: ΠΟΔΟΣΦΑΙΡΙΚΟΣ ΑΓΩΝ: [1056, 212, 1196, 226]
edo-subtitle: ΕΝΑ ΣΚΙΤΣΟ - ΜΙΑ ΕΙΔΗΣΙΣ - ΕΝΑ ΕΠΙΚΑΙΡΟ: [49, 178, 240, 205]
air-canada-ad: [1260, 1210, 1564, 2249]
proxeneio-text: Τὸ ἐν Καΐρῳ Β. Γενικὸν Προξενεῖον τῆς Ἑλλάδος, καλεῖ τοὺς κάτωθι Ἕλληνας ὑπηκόους, ὅπως προσέλθωσιν εἰς τὰ Γραφεῖα του πρὸς παραλαβὴν ἐγγράφων ἐνδιαφερόντων αὐτούς.: [697, 978, 932, 1051]
ismailia-signature: ΑΝΤ. ΣΑΒΒΙΔΗΣ: [1448, 554, 1551, 569]
edo-paragraph: Οἱ λαμποὶ γιὰ τὴν Κίνα. Ἡ γιὰ τηλεγράφημα μᾶς πληροφορεῖ ὅτι οἱ Κινέζοι... ἐνοικιάζουν τὴ γυναῖκα τους, γιὰ τὴν διευθέτηση ἰδιωτικῶν ὑποθέσεων καὶ γιὰ μικρὰ χρονικὰ διαστήματα.: [42, 1174, 247, 1261]
newspaper-name: «Ταχυδρόμος - Αιγύπτου»: [640, 70, 863, 90]
